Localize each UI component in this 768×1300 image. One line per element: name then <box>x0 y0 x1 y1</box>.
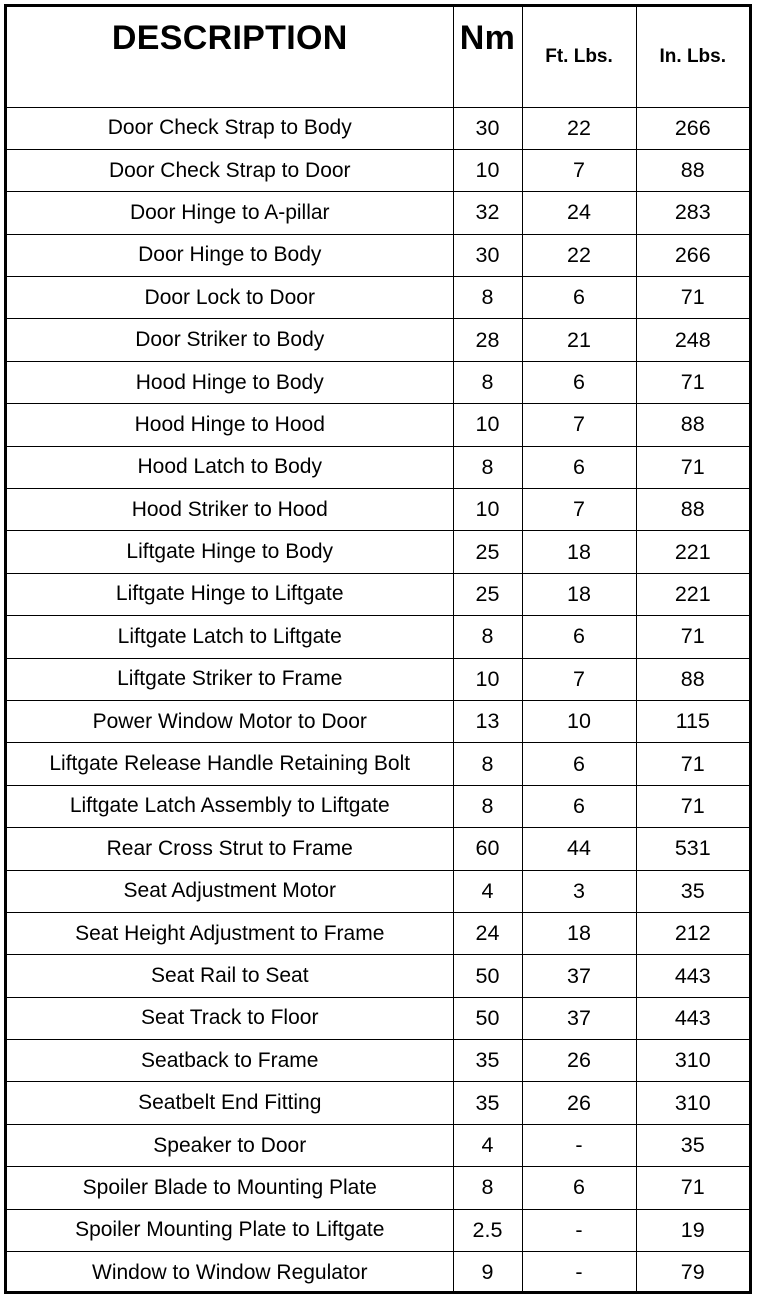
cell-nm: 8 <box>453 743 522 785</box>
cell-ft-lbs: 26 <box>522 1082 636 1124</box>
cell-description: Liftgate Hinge to Body <box>7 531 453 573</box>
cell-in-lbs: 88 <box>636 489 749 531</box>
cell-description: Spoiler Mounting Plate to Liftgate <box>7 1209 453 1251</box>
cell-ft-lbs: 6 <box>522 785 636 827</box>
table-row <box>7 616 749 658</box>
cell-nm: 50 <box>453 955 522 997</box>
cell-nm: 60 <box>453 828 522 870</box>
cell-nm: 8 <box>453 616 522 658</box>
cell-in-lbs: 266 <box>636 107 749 149</box>
table-row <box>7 700 749 742</box>
cell-ft-lbs: 22 <box>522 234 636 276</box>
table-row <box>7 1124 749 1166</box>
table-row <box>7 785 749 827</box>
table-row <box>7 234 749 276</box>
header-nm: Nm <box>453 7 522 107</box>
cell-ft-lbs: 37 <box>522 955 636 997</box>
header-ft-lbs: Ft. Lbs. <box>522 7 636 107</box>
cell-ft-lbs: 6 <box>522 446 636 488</box>
cell-description: Hood Hinge to Hood <box>7 404 453 446</box>
cell-nm: 8 <box>453 785 522 827</box>
cell-ft-lbs: 7 <box>522 404 636 446</box>
cell-nm: 8 <box>453 277 522 319</box>
cell-nm: 35 <box>453 1040 522 1082</box>
header-row <box>7 7 749 107</box>
cell-nm: 30 <box>453 234 522 276</box>
table-header <box>7 7 749 107</box>
table-row <box>7 361 749 403</box>
cell-ft-lbs: 10 <box>522 700 636 742</box>
cell-ft-lbs: 6 <box>522 277 636 319</box>
cell-description: Door Striker to Body <box>7 319 453 361</box>
cell-ft-lbs: 6 <box>522 1167 636 1209</box>
cell-nm: 8 <box>453 446 522 488</box>
cell-nm: 4 <box>453 870 522 912</box>
table-row <box>7 149 749 191</box>
cell-ft-lbs: - <box>522 1252 636 1294</box>
cell-description: Seat Rail to Seat <box>7 955 453 997</box>
table-row <box>7 743 749 785</box>
table-row <box>7 1040 749 1082</box>
cell-in-lbs: 221 <box>636 531 749 573</box>
header-in-lbs: In. Lbs. <box>636 7 749 107</box>
cell-description: Door Check Strap to Door <box>7 149 453 191</box>
cell-ft-lbs: 7 <box>522 489 636 531</box>
cell-ft-lbs: 18 <box>522 573 636 615</box>
torque-spec-table <box>4 4 752 1294</box>
cell-description: Hood Hinge to Body <box>7 361 453 403</box>
table-row <box>7 955 749 997</box>
cell-ft-lbs: 44 <box>522 828 636 870</box>
cell-description: Speaker to Door <box>7 1124 453 1166</box>
cell-in-lbs: 79 <box>636 1252 749 1294</box>
cell-description: Seat Adjustment Motor <box>7 870 453 912</box>
cell-ft-lbs: 37 <box>522 997 636 1039</box>
cell-description: Liftgate Release Handle Retaining Bolt <box>7 743 453 785</box>
cell-description: Liftgate Latch to Liftgate <box>7 616 453 658</box>
cell-ft-lbs: 21 <box>522 319 636 361</box>
cell-description: Window to Window Regulator <box>7 1252 453 1294</box>
cell-description: Liftgate Latch Assembly to Liftgate <box>7 785 453 827</box>
cell-nm: 30 <box>453 107 522 149</box>
table-row <box>7 870 749 912</box>
header-description: DESCRIPTION <box>7 7 453 107</box>
cell-in-lbs: 531 <box>636 828 749 870</box>
cell-in-lbs: 115 <box>636 700 749 742</box>
cell-in-lbs: 88 <box>636 149 749 191</box>
cell-in-lbs: 71 <box>636 361 749 403</box>
cell-in-lbs: 310 <box>636 1082 749 1124</box>
cell-ft-lbs: 6 <box>522 743 636 785</box>
cell-in-lbs: 71 <box>636 616 749 658</box>
cell-in-lbs: 71 <box>636 743 749 785</box>
table-row <box>7 1167 749 1209</box>
cell-in-lbs: 443 <box>636 955 749 997</box>
cell-description: Seat Track to Floor <box>7 997 453 1039</box>
cell-ft-lbs: 7 <box>522 658 636 700</box>
cell-description: Rear Cross Strut to Frame <box>7 828 453 870</box>
cell-nm: 25 <box>453 573 522 615</box>
cell-nm: 10 <box>453 404 522 446</box>
cell-description: Hood Latch to Body <box>7 446 453 488</box>
cell-in-lbs: 443 <box>636 997 749 1039</box>
cell-description: Door Hinge to Body <box>7 234 453 276</box>
table-row <box>7 489 749 531</box>
cell-description: Door Check Strap to Body <box>7 107 453 149</box>
table-row <box>7 1082 749 1124</box>
table-row <box>7 828 749 870</box>
cell-nm: 8 <box>453 1167 522 1209</box>
table-row <box>7 107 749 149</box>
cell-in-lbs: 248 <box>636 319 749 361</box>
cell-description: Hood Striker to Hood <box>7 489 453 531</box>
cell-description: Liftgate Striker to Frame <box>7 658 453 700</box>
cell-ft-lbs: 6 <box>522 616 636 658</box>
cell-nm: 50 <box>453 997 522 1039</box>
torque-table <box>7 7 749 1294</box>
cell-ft-lbs: 18 <box>522 531 636 573</box>
table-row <box>7 658 749 700</box>
cell-nm: 2.5 <box>453 1209 522 1251</box>
table-row <box>7 404 749 446</box>
cell-in-lbs: 88 <box>636 404 749 446</box>
cell-ft-lbs: 22 <box>522 107 636 149</box>
cell-description: Door Lock to Door <box>7 277 453 319</box>
cell-in-lbs: 35 <box>636 870 749 912</box>
cell-nm: 24 <box>453 912 522 954</box>
cell-in-lbs: 71 <box>636 785 749 827</box>
cell-description: Liftgate Hinge to Liftgate <box>7 573 453 615</box>
cell-nm: 13 <box>453 700 522 742</box>
cell-in-lbs: 71 <box>636 1167 749 1209</box>
table-row <box>7 573 749 615</box>
cell-in-lbs: 35 <box>636 1124 749 1166</box>
cell-description: Power Window Motor to Door <box>7 700 453 742</box>
cell-description: Door Hinge to A-pillar <box>7 192 453 234</box>
table-row <box>7 319 749 361</box>
cell-ft-lbs: 7 <box>522 149 636 191</box>
cell-nm: 9 <box>453 1252 522 1294</box>
cell-in-lbs: 88 <box>636 658 749 700</box>
cell-description: Spoiler Blade to Mounting Plate <box>7 1167 453 1209</box>
cell-nm: 10 <box>453 658 522 700</box>
table-row <box>7 997 749 1039</box>
cell-ft-lbs: 6 <box>522 361 636 403</box>
cell-description: Seat Height Adjustment to Frame <box>7 912 453 954</box>
cell-nm: 25 <box>453 531 522 573</box>
cell-in-lbs: 266 <box>636 234 749 276</box>
cell-ft-lbs: 18 <box>522 912 636 954</box>
cell-nm: 32 <box>453 192 522 234</box>
cell-nm: 4 <box>453 1124 522 1166</box>
cell-nm: 8 <box>453 361 522 403</box>
cell-nm: 10 <box>453 149 522 191</box>
table-row <box>7 192 749 234</box>
cell-nm: 28 <box>453 319 522 361</box>
cell-ft-lbs: - <box>522 1209 636 1251</box>
table-row <box>7 1252 749 1294</box>
cell-in-lbs: 71 <box>636 277 749 319</box>
cell-ft-lbs: 24 <box>522 192 636 234</box>
cell-in-lbs: 221 <box>636 573 749 615</box>
cell-in-lbs: 19 <box>636 1209 749 1251</box>
cell-in-lbs: 310 <box>636 1040 749 1082</box>
cell-in-lbs: 212 <box>636 912 749 954</box>
cell-nm: 10 <box>453 489 522 531</box>
table-row <box>7 912 749 954</box>
cell-description: Seatbelt End Fitting <box>7 1082 453 1124</box>
cell-in-lbs: 71 <box>636 446 749 488</box>
cell-ft-lbs: - <box>522 1124 636 1166</box>
cell-description: Seatback to Frame <box>7 1040 453 1082</box>
table-body <box>7 107 749 1294</box>
table-row <box>7 1209 749 1251</box>
cell-ft-lbs: 26 <box>522 1040 636 1082</box>
table-row <box>7 277 749 319</box>
table-row <box>7 446 749 488</box>
cell-ft-lbs: 3 <box>522 870 636 912</box>
cell-in-lbs: 283 <box>636 192 749 234</box>
cell-nm: 35 <box>453 1082 522 1124</box>
table-row <box>7 531 749 573</box>
